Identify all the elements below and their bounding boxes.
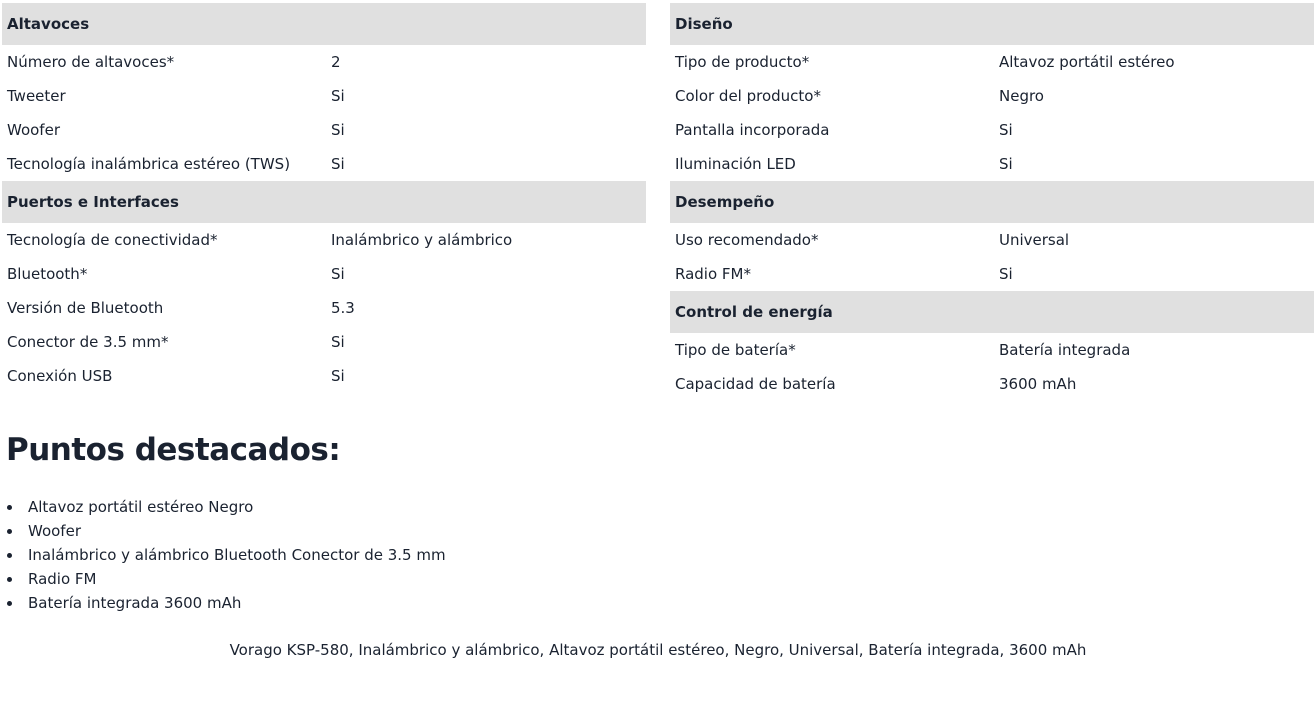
- section-header-diseno: Diseño: [670, 3, 1314, 45]
- spec-value: 5.3: [331, 299, 355, 317]
- spec-section: [2, 3, 646, 181]
- highlights-list: [0, 495, 446, 615]
- highlight-item: Inalámbrico y alámbrico Bluetooth Conector de 3.5 mm: [28, 543, 446, 567]
- spec-row: [2, 291, 646, 325]
- spec-row: [2, 359, 646, 393]
- spec-value: Si: [331, 155, 345, 173]
- spec-label: Tweeter: [7, 87, 66, 105]
- spec-label: Tecnología inalámbrica estéreo (TWS): [7, 155, 291, 173]
- spec-value: Si: [999, 121, 1013, 139]
- section-header-desempeno: Desempeño: [670, 181, 1314, 223]
- spec-value: Batería integrada: [999, 341, 1131, 359]
- spec-row: [670, 223, 1314, 257]
- spec-section: [670, 181, 1314, 291]
- spec-row: [2, 257, 646, 291]
- spec-value: Universal: [999, 231, 1070, 249]
- spec-row: [670, 45, 1314, 79]
- spec-row: [670, 333, 1314, 367]
- spec-label: Capacidad de batería: [675, 375, 836, 393]
- spec-label: Bluetooth*: [7, 265, 88, 283]
- spec-value: Si: [999, 265, 1013, 283]
- highlight-item: Woofer: [28, 519, 446, 543]
- spec-section: [670, 291, 1314, 401]
- highlight-item: Altavoz portátil estéreo Negro: [28, 495, 446, 519]
- spec-label: Uso recomendado*: [675, 231, 819, 249]
- spec-label: Iluminación LED: [675, 155, 796, 173]
- spec-row: [670, 257, 1314, 291]
- product-summary: Vorago KSP-580, Inalámbrico y alámbrico, Altavoz portátil estéreo, Negro, Universal, Batería integrada, 3600 mAh: [229, 641, 1087, 659]
- spec-row: [2, 223, 646, 257]
- spec-label: Radio FM*: [675, 265, 751, 283]
- highlight-item: Batería integrada 3600 mAh: [28, 591, 446, 615]
- spec-row: [2, 113, 646, 147]
- spec-row: [2, 325, 646, 359]
- spec-row: [670, 367, 1314, 401]
- section-header-control-energia: Control de energía: [670, 291, 1314, 333]
- spec-row: [670, 113, 1314, 147]
- spec-row: [670, 147, 1314, 181]
- spec-column-right: [670, 3, 1314, 401]
- spec-column-left: [2, 3, 646, 393]
- spec-value: Si: [331, 87, 345, 105]
- spec-row: [670, 79, 1314, 113]
- spec-label: Woofer: [7, 121, 60, 139]
- spec-section: [2, 181, 646, 393]
- highlights-title: Puntos destacados:: [6, 432, 341, 468]
- spec-label: Tipo de batería*: [675, 341, 796, 359]
- spec-value: Altavoz portátil estéreo: [999, 53, 1175, 71]
- spec-label: Color del producto*: [675, 87, 821, 105]
- spec-row: [2, 79, 646, 113]
- spec-row: [2, 45, 646, 79]
- spec-section: [670, 3, 1314, 181]
- spec-value: Si: [331, 265, 345, 283]
- spec-row: [2, 147, 646, 181]
- spec-value: Si: [331, 367, 345, 385]
- spec-label: Conector de 3.5 mm*: [7, 333, 169, 351]
- spec-label: Tecnología de conectividad*: [7, 231, 218, 249]
- highlight-item: Radio FM: [28, 567, 446, 591]
- spec-label: Conexión USB: [7, 367, 113, 385]
- section-header-altavoces: Altavoces: [2, 3, 646, 45]
- spec-value: 2: [331, 53, 341, 71]
- spec-value: Negro: [999, 87, 1044, 105]
- spec-value: Si: [331, 121, 345, 139]
- spec-label: Tipo de producto*: [675, 53, 810, 71]
- spec-value: Si: [331, 333, 345, 351]
- spec-label: Versión de Bluetooth: [7, 299, 164, 317]
- spec-value: Si: [999, 155, 1013, 173]
- spec-label: Número de altavoces*: [7, 53, 175, 71]
- section-header-puertos-interfaces: Puertos e Interfaces: [2, 181, 646, 223]
- spec-value: 3600 mAh: [999, 375, 1077, 393]
- spec-label: Pantalla incorporada: [675, 121, 830, 139]
- spec-value: Inalámbrico y alámbrico: [331, 231, 513, 249]
